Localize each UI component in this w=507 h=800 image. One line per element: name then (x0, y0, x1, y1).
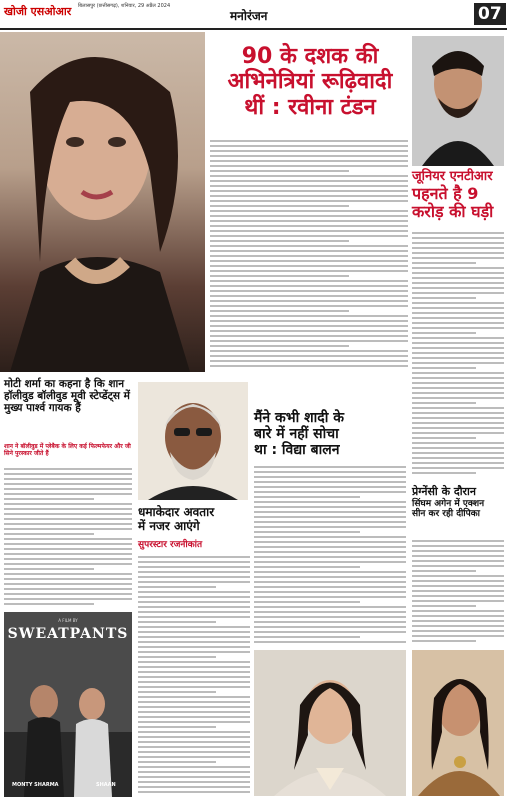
ntr-portrait-illustration (412, 36, 504, 166)
ntr-headline-line3: करोड़ की घड़ी (412, 202, 494, 222)
raveena-headline-line3: थीं : रवीना टंडन (244, 94, 376, 120)
rajnikanth-headline (138, 506, 250, 534)
rajnikanth-headline-line1: धमाकेदार अवतार (138, 505, 215, 519)
vidya-headline-line1: मैंने कभी शादी के (254, 410, 344, 426)
poster-title: SWEATPANTS (7, 626, 129, 642)
poster-name-right: SHAAN (96, 782, 116, 788)
newspaper-logo: खोजी एसओआर (4, 5, 72, 18)
raveena-headline-line2: अभिनेत्रियां रूढ़िवादी (227, 69, 393, 95)
raveena-headline-line1: 90 के दशक की (241, 44, 379, 69)
rajnikanth-byline: सुपरस्टार रजनीकांत (138, 540, 203, 550)
deepika-photo (412, 650, 504, 796)
masthead (0, 0, 507, 30)
edition-info: बिलासपुर (छत्तीसगढ़), शनिवार, 29 अप्रैल 2024 (78, 3, 171, 9)
shaan-article-body (4, 468, 132, 608)
deepika-headline (412, 486, 504, 519)
deepika-article-body (412, 540, 504, 648)
raveena-photo (0, 32, 205, 372)
ntr-headline-line1: जूनियर एनटीआर (412, 169, 493, 184)
deepika-headline-line2: सिंघम अगेन में एक्शन (412, 498, 485, 509)
deepika-headline-line1: प्रेग्नेंसी के दौरान (412, 485, 476, 498)
vidya-headline-line2: बारे में नहीं सोचा (254, 426, 339, 443)
rajnikanth-portrait-illustration (138, 382, 248, 500)
rajnikanth-article-body (138, 556, 250, 796)
vidya-portrait-illustration (254, 650, 406, 796)
vidya-photo (254, 650, 406, 796)
shaan-subheadline: शान ने बॉलीवुड में प्लेबैक के लिए कई फिल्मफेयर और जी सिने पुरस्कार जीते हैं (4, 443, 131, 457)
ntr-photo (412, 36, 504, 166)
edition-line: बिलासपुर (छत्तीसगढ़) (78, 3, 118, 9)
ntr-article-body (412, 232, 504, 480)
section-title: मनोरंजन (230, 9, 268, 23)
issue-date: शनिवार, 29 अप्रैल 2024 (121, 3, 171, 9)
ntr-headline-line2: पहनते है 9 (412, 183, 479, 203)
poster-top-text: A FILM BY (58, 618, 78, 623)
vidya-headline-line3: था : विद्या बालन (254, 442, 340, 459)
vidya-article-body (254, 466, 406, 646)
raveena-article-body (210, 140, 408, 375)
shaan-headline: मोटी शर्मा का कहना है कि शान हॉलीवुड बॉलीवुड मूवी स्टेप्डेंट्स में मुख्य पार्श्व गायक हैं (4, 378, 130, 415)
sweatpants-poster (4, 612, 132, 797)
rajnikanth-photo (138, 382, 248, 500)
raveena-portrait-illustration (0, 32, 205, 372)
deepika-portrait-illustration (412, 650, 504, 796)
poster-name-left: MONTY SHARMA (12, 782, 59, 788)
raveena-headline (210, 44, 410, 120)
ntr-headline (412, 170, 504, 222)
deepika-headline-line3: सीन कर रही दीपिका (412, 508, 480, 519)
vidya-headline (254, 410, 406, 458)
rajnikanth-headline-line2: में नजर आएंगे (138, 518, 200, 533)
page-number: 07 (474, 3, 506, 25)
